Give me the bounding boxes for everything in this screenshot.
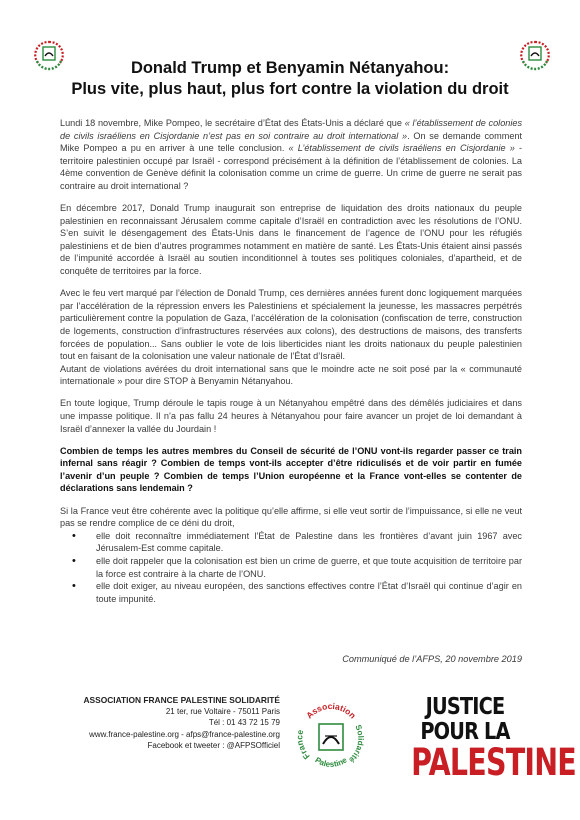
paragraph-4: Autant de violations avérées du droit international sans que le moindre acte ne soit posé par la « communauté internationale » pour dire STOP à Benyamin Nétanyahou. — [60, 363, 522, 387]
svg-text:Palestine — [313, 755, 349, 769]
logo-text-left: France — [294, 728, 312, 762]
org-social[interactable]: Facebook et tweeter : @AFPSOfficiel — [147, 740, 280, 750]
afps-logo-footer — [292, 688, 370, 778]
logo-text-top: Association — [304, 700, 358, 721]
list-item: • elle doit rappeler que la colonisation est bien un crime de guerre, et que toute acquisition de territoire par la force est contraire à la charte de l’ONU. — [72, 555, 522, 580]
communique-signature: Communiqué de l’AFPS, 20 novembre 2019 — [342, 654, 522, 664]
p1-quote-1: « l’établissement de colonies de civils israéliens en Cisjordanie n’est pas en soi contraire au droit international » — [60, 118, 523, 141]
svg-text:France — [294, 729, 311, 762]
svg-text:Solidarité — [347, 723, 365, 764]
org-web-email[interactable]: www.france-palestine.org - afps@france-palestine.org — [89, 729, 280, 739]
p1-text-a: Lundi 18 novembre, Mike Pompeo, le secrétaire d’État des États-Unis a déclaré que — [60, 118, 402, 128]
paragraph-1 — [60, 117, 522, 193]
paragraph-2: En décembre 2017, Donald Trump inaugurait son entreprise de liquidation des droits nationaux du peuple palestinien en reconnaissant Jérusalem comme capitale d’Israël en contradiction avec les résolutions de l’ONU. S’en suivit le désengagement des États-Unis dans le financement de l’agence de l’ONU pour les réfugiés palestiniens et de bien d’autres programmes notamment en matière de santé. Les États-Unis étaient ainsi passés de l’impunité accordée à Israël au soutien inconditionnel à toutes ses politiques coloniales, d’apartheid, et de conquête de territoires par la force. — [60, 203, 522, 277]
logo-text-right: Solidarité — [347, 723, 366, 765]
page-title — [60, 58, 520, 100]
demands-list — [60, 530, 522, 606]
p1-quote-2: « L’établissement de civils israéliens en Cisjordanie » — [288, 143, 515, 154]
paragraph-6-questions: Combien de temps les autres membres du Conseil de sécurité de l’ONU vont-ils regarder passer ce train infernal sans réagir ? Combien de temps vont-ils accepter d’être ridiculisés et de voir partir en fumée l’avenir d’un peuple ? Combien de temps l’Union européenne et la France vont-elles se contenter de déclarations sans lendemain ? — [60, 445, 522, 494]
logo-text-bottom: Palestine — [313, 755, 349, 769]
justice-pour-la-palestine-logo — [395, 694, 576, 784]
paragraph-5: En toute logique, Trump déroule le tapis rouge à un Nétanyahou empêtré dans des démêlés judiciaires et dans une impasse politique. Il n’a pas fallu 24 heures à Nétanyahou pour faire avancer un projet de loi demandant à Israël d’annexer la vallée du Jourdain ! — [60, 398, 522, 434]
p1-text-c: . On se demande comment Mike Pompeo a pu en arriver à une telle conclusion. — [60, 130, 522, 154]
title-line-2: Plus vite, plus haut, plus fort contre la violation du droit — [71, 80, 509, 98]
list-item: • elle doit reconnaître immédiatement l’État de Palestine dans les frontières d’avant juin 1967 avec Jérusalem-Est comme capitale. — [72, 530, 522, 555]
footer-address-block — [58, 695, 280, 751]
org-name: ASSOCIATION FRANCE PALESTINE SOLIDARITÉ — [83, 695, 280, 705]
paragraph-7: Si la France veut être cohérente avec la politique qu’elle affirme, si elle veut sortir de l’impuissance, si elle ne veut pas se rendre complice de ce déni du droit, — [60, 505, 522, 529]
article-body — [60, 117, 522, 605]
list-item: • elle doit exiger, au niveau européen, des sanctions effectives contre l’État d’Israël qui continue d’agir en toute impunité. — [72, 580, 522, 605]
campaign-line-1: JUSTICE POUR LA — [420, 694, 510, 745]
p1-text-e: - territoire palestinien occupé par Israël - correspond précisément à la définition de l’établissement de colonies. La 4ème convention de Genève définit la colonisation comme un crime de guerre. Un crime de guerre ne serait pas contraire au droit international ? — [60, 143, 523, 191]
paragraph-3: Avec le feu vert marqué par l’élection de Donald Trump, ces dernières années furent donc logiquement marquées par l’accélération de la répression envers les Palestiniens et spécialement la jeunesse, les massacres perpétrés particulièrement contre la population de Gaza, l’accélération de la colonisation (confiscation de terre, construction de logements, construction d’infrastructures réservées aux colons), des destructions de maisons, des transferts forcées de population... Sans oublier le vote de lois liberticides niant les droits nationaux du peuple palestinien tout en faisant de la colonisation une valeur nationale de l’État d’Israël. — [60, 288, 522, 362]
afps-logo-top-right — [518, 36, 552, 74]
title-line-1: Donald Trump et Benyamin Nétanyahou: — [130, 59, 450, 77]
svg-text:Association — [304, 701, 358, 721]
campaign-line-2: PALESTINE — [411, 741, 576, 784]
org-phone: Tél : 01 43 72 15 79 — [208, 718, 280, 728]
org-address: 21 ter, rue Voltaire - 75011 Paris — [165, 707, 280, 717]
